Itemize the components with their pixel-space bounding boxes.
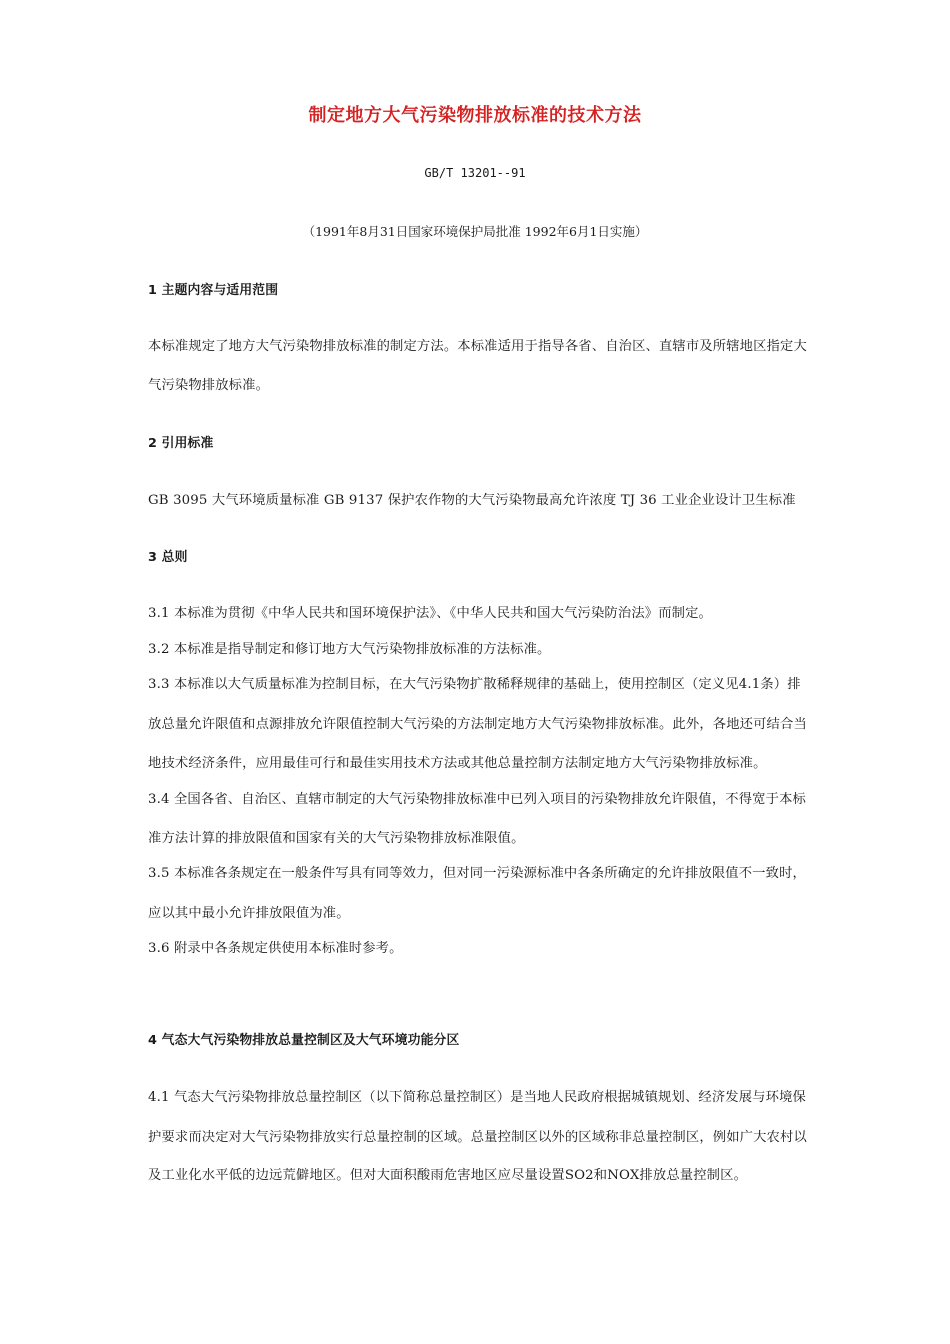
section-1-heading: 1 主题内容与适用范围 — [148, 283, 279, 298]
clause-3-6: 3.6 附录中各条规定供使用本标准时参考。 — [148, 941, 403, 956]
section-3-heading: 3 总则 — [148, 550, 188, 565]
section-1-paragraph-line: 气污染物排放标准。 — [148, 378, 270, 393]
standard-number: GB/T 13201--91 — [424, 166, 526, 180]
approval-note: （1991年8月31日国家环境保护局批准 1992年6月1日实施） — [302, 224, 648, 239]
clause-3-2: 3.2 本标准是指导制定和修订地方大气污染物排放标准的方法标准。 — [148, 642, 551, 657]
clause-4-1-line: 及工业化水平低的边远荒僻地区。但对大面积酸雨危害地区应尽量设置SO2和NOX排放总量控制区。 — [148, 1168, 748, 1183]
clause-4-1-line: 4.1 气态大气污染物排放总量控制区（以下简称总量控制区）是当地人民政府根据城镇规划、经济发展与环境保 — [148, 1090, 806, 1105]
clause-3-4-line: 3.4 全国各省、自治区、直辖市制定的大气污染物排放标准中已列入项目的污染物排放允许限值，不得宽于本标 — [148, 792, 806, 807]
clause-3-4-line: 准方法计算的排放限值和国家有关的大气污染物排放标准限值。 — [148, 831, 525, 846]
clause-3-3-line: 3.3 本标准以大气质量标准为控制目标，在大气污染物扩散稀释规律的基础上，使用控制区（定义见4.1条）排 — [148, 677, 801, 692]
clause-3-3-line: 放总量允许限值和点源排放允许限值控制大气污染的方法制定地方大气污染物排放标准。此外，各地还可结合当 — [148, 717, 807, 732]
section-2-paragraph: GB 3095 大气环境质量标准 GB 9137 保护农作物的大气污染物最高允许浓度 TJ 36 工业企业设计卫生标准 — [148, 493, 796, 508]
clause-4-1-line: 护要求而决定对大气污染物排放实行总量控制的区域。总量控制区以外的区域称非总量控制区，例如广大农村以 — [148, 1130, 807, 1145]
section-4-heading: 4 气态大气污染物排放总量控制区及大气环境功能分区 — [148, 1033, 460, 1048]
section-2-heading: 2 引用标准 — [148, 436, 214, 451]
clause-3-5-line: 3.5 本标准各条规定在一般条件写具有同等效力，但对同一污染源标准中各条所确定的允许排放限值不一致时， — [148, 866, 806, 881]
clause-3-3-line: 地技术经济条件，应用最佳可行和最佳实用技术方法或其他总量控制方法制定地方大气污染物排放标准。 — [148, 756, 767, 771]
clause-3-5-line: 应以其中最小允许排放限值为准。 — [148, 906, 350, 921]
document-title: 制定地方大气污染物排放标准的技术方法 — [308, 105, 642, 126]
section-1-paragraph-line: 本标准规定了地方大气污染物排放标准的制定方法。本标准适用于指导各省、自治区、直辖市及所辖地区指定大 — [148, 339, 807, 354]
clause-3-1: 3.1 本标准为贯彻《中华人民共和国环境保护法》、《中华人民共和国大气污染防治法》而制定。 — [148, 606, 712, 621]
